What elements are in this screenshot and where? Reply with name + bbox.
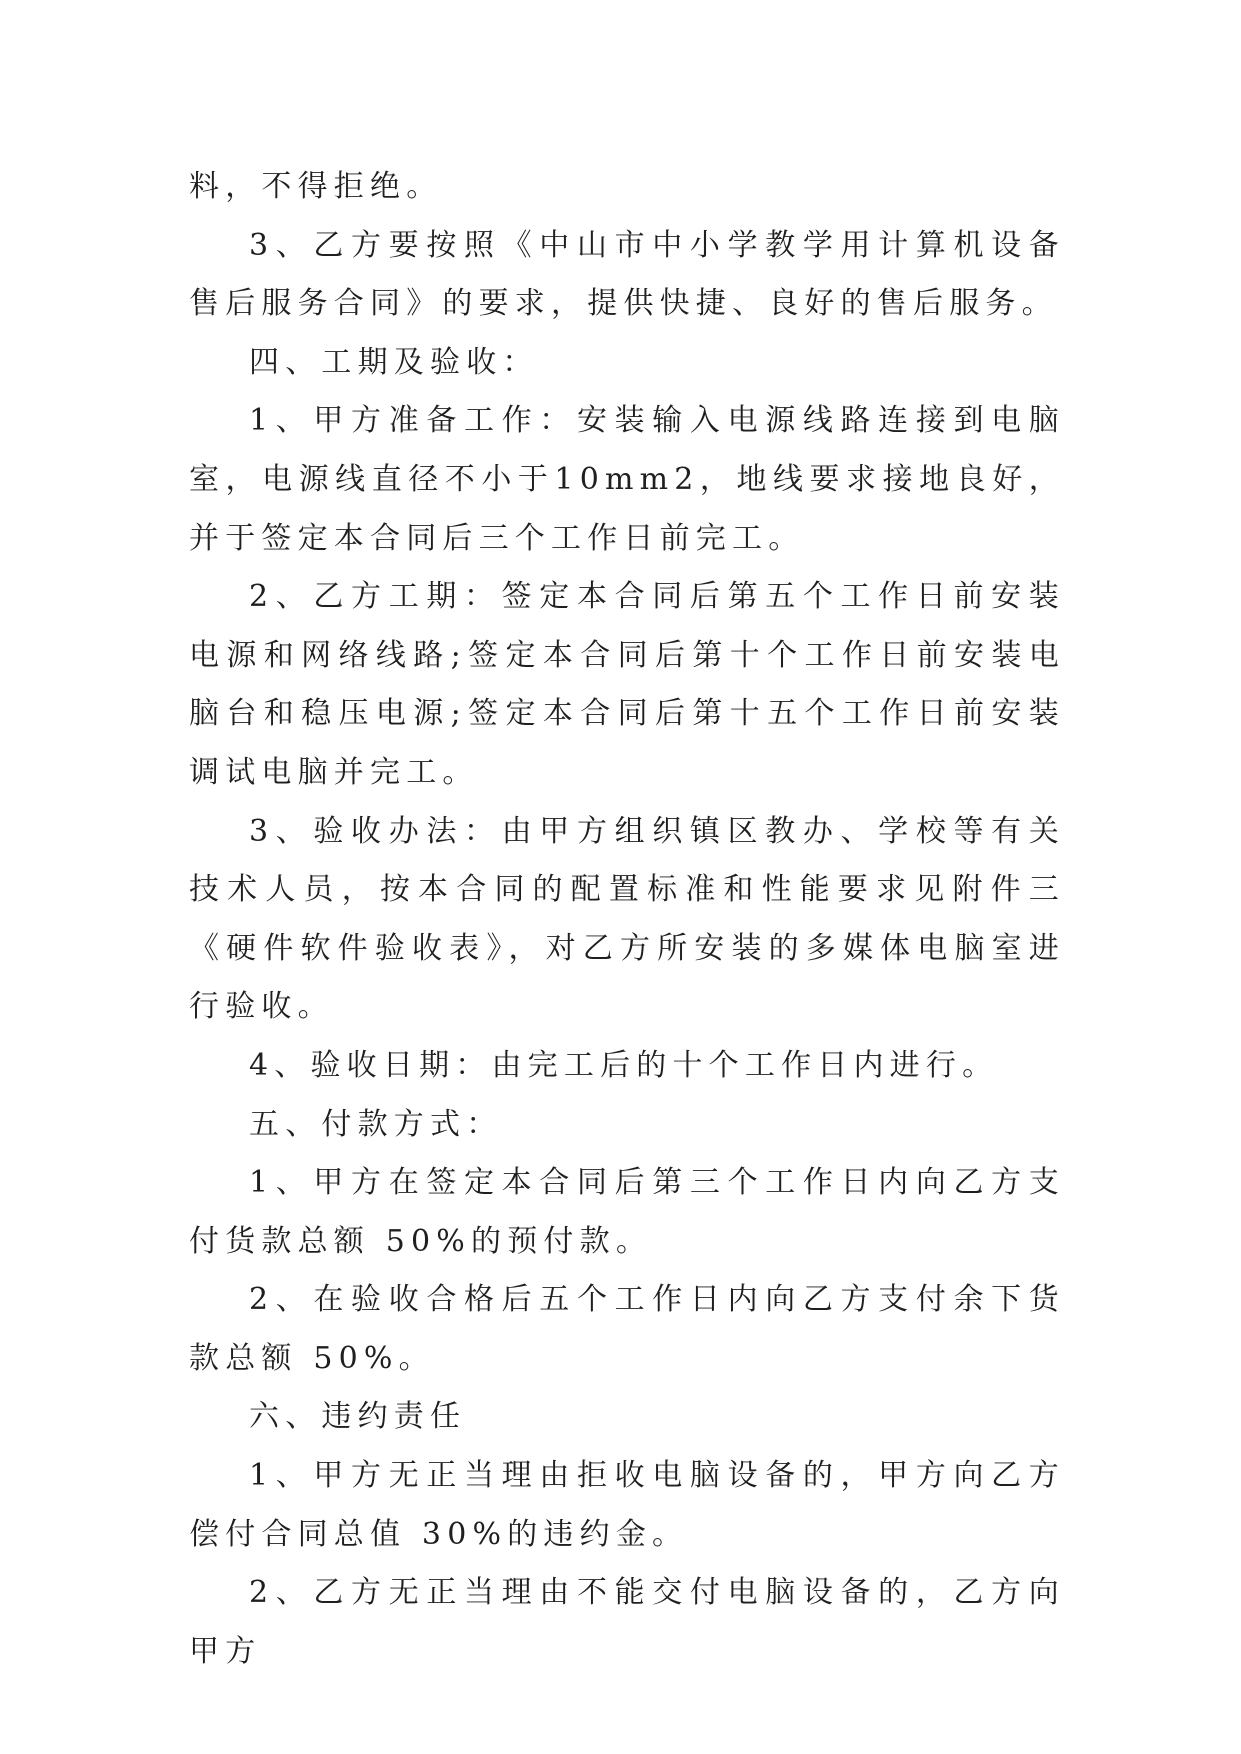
- document-body: [189, 158, 1065, 1681]
- paragraph-after-sales-service: 3、乙方要按照《中山市中小学教学用计算机设备售后服务合同》的要求，提供快捷、良好的售后服务。: [189, 227, 1065, 322]
- paragraph-party-a-liability: 1、甲方无正当理由拒收电脑设备的，甲方向乙方偿付合同总值 30%的违约金。: [189, 1458, 1065, 1552]
- paragraph-continuation: 料，不得拒绝。: [189, 169, 443, 204]
- paragraph-party-b-schedule: 2、乙方工期：签定本合同后第五个工作日前安装电源和网络线路;签定本合同后第十个工作日前安装电脑台和稳压电源;签定本合同后第十五个工作日前安装调试电脑并完工。: [189, 579, 1065, 790]
- paragraph-party-b-liability: 2、乙方无正当理由不能交付电脑设备的，乙方向甲方: [189, 1575, 1065, 1669]
- section-heading-schedule-acceptance: 四、工期及验收：: [249, 344, 539, 380]
- paragraph-prepayment: 1、甲方在签定本合同后第三个工作日内向乙方支付货款总额 50%的预付款。: [189, 1165, 1065, 1259]
- paragraph-party-a-preparation: 1、甲方准备工作：安装输入电源线路连接到电脑室，电源线直径不小于10mm2，地线要求接地良好，并于签定本合同后三个工作日前完工。: [189, 403, 1065, 556]
- paragraph-acceptance-method: 3、验收办法：由甲方组织镇区教办、学校等有关技术人员，按本合同的配置标准和性能要求见附件三《硬件软件验收表》，对乙方所安装的多媒体电脑室进行验收。: [189, 813, 1065, 1025]
- section-heading-liability: 六、违约责任: [249, 1399, 467, 1435]
- paragraph-acceptance-date: 4、验收日期：由完工后的十个工作日内进行。: [249, 1047, 999, 1083]
- section-heading-payment: 五、付款方式：: [249, 1106, 503, 1142]
- paragraph-final-payment: 2、在验收合格后五个工作日内向乙方支付余下货款总额 50%。: [189, 1282, 1065, 1376]
